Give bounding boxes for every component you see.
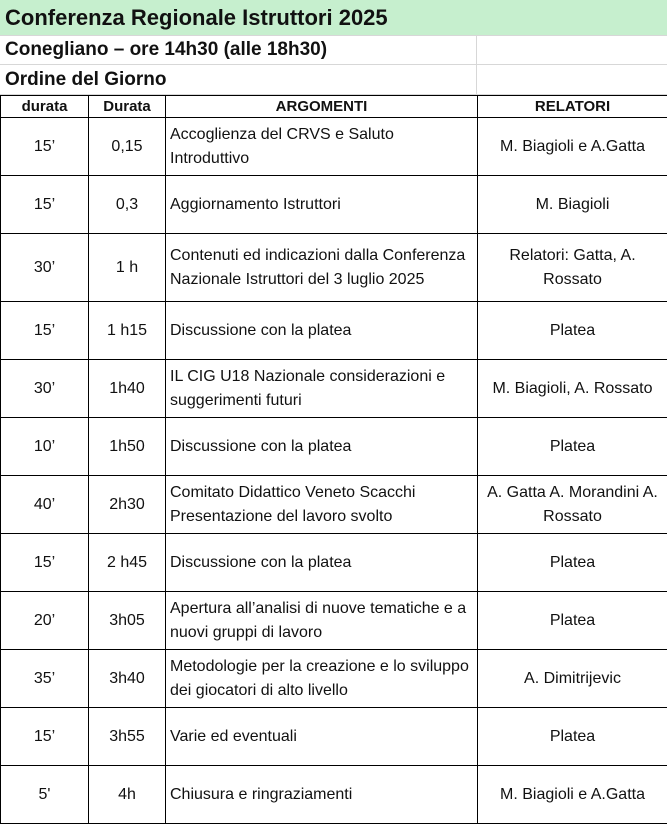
cell-durata-cumulative: 1h40	[89, 360, 166, 418]
table-row	[1, 302, 667, 360]
table-row	[1, 234, 667, 302]
cell-durata: 35’	[1, 650, 89, 708]
cell-durata: 15’	[1, 534, 89, 592]
cell-durata: 40’	[1, 476, 89, 534]
document-title: Conferenza Regionale Istruttori 2025	[0, 0, 667, 36]
table-row	[1, 418, 667, 476]
cell-durata-cumulative: 1 h15	[89, 302, 166, 360]
header-relatori: RELATORI	[478, 96, 667, 118]
cell-relatori: Platea	[478, 302, 667, 360]
cell-argomento: Metodologie per la creazione e lo sviluppo dei giocatori di alto livello	[166, 650, 478, 708]
header-durata: durata	[1, 96, 89, 118]
location-time: Conegliano – ore 14h30 (alle 18h30)	[0, 36, 477, 64]
cell-argomento: Contenuti ed indicazioni dalla Conferenza Nazionale Istruttori del 3 luglio 2025	[166, 234, 478, 302]
cell-durata: 20’	[1, 592, 89, 650]
cell-durata-cumulative: 3h55	[89, 708, 166, 766]
cell-durata: 10’	[1, 418, 89, 476]
agenda-heading-row	[0, 65, 667, 95]
table-row	[1, 766, 667, 824]
cell-relatori: M. Biagioli, A. Rossato	[478, 360, 667, 418]
agenda-table	[0, 95, 667, 824]
cell-relatori: M. Biagioli e A.Gatta	[478, 118, 667, 176]
cell-durata-cumulative: 1h50	[89, 418, 166, 476]
cell-argomento: Discussione con la platea	[166, 302, 478, 360]
table-row	[1, 176, 667, 234]
cell-durata-cumulative: 4h	[89, 766, 166, 824]
table-row	[1, 118, 667, 176]
location-time-row	[0, 36, 667, 65]
cell-durata: 15’	[1, 302, 89, 360]
empty-cell	[477, 36, 667, 64]
cell-argomento: Discussione con la platea	[166, 534, 478, 592]
cell-relatori: M. Biagioli e A.Gatta	[478, 766, 667, 824]
agenda-body	[1, 118, 667, 824]
cell-argomento: Apertura all’analisi di nuove tematiche e a nuovi gruppi di lavoro	[166, 592, 478, 650]
cell-durata: 15’	[1, 118, 89, 176]
table-row	[1, 708, 667, 766]
table-row	[1, 650, 667, 708]
cell-relatori: A. Dimitrijevic	[478, 650, 667, 708]
cell-durata-cumulative: 3h05	[89, 592, 166, 650]
cell-argomento: Comitato Didattico Veneto Scacchi Presentazione del lavoro svolto	[166, 476, 478, 534]
cell-argomento: Accoglienza del CRVS e Saluto Introduttivo	[166, 118, 478, 176]
cell-argomento: Chiusura e ringraziamenti	[166, 766, 478, 824]
header-durata-cumulative: Durata	[89, 96, 166, 118]
cell-durata-cumulative: 0,3	[89, 176, 166, 234]
table-row	[1, 534, 667, 592]
header-argomenti: ARGOMENTI	[166, 96, 478, 118]
cell-relatori: Platea	[478, 534, 667, 592]
cell-durata-cumulative: 0,15	[89, 118, 166, 176]
table-row	[1, 360, 667, 418]
agenda-heading: Ordine del Giorno	[0, 65, 477, 94]
cell-durata-cumulative: 2 h45	[89, 534, 166, 592]
cell-relatori: M. Biagioli	[478, 176, 667, 234]
cell-durata-cumulative: 3h40	[89, 650, 166, 708]
cell-argomento: Discussione con la platea	[166, 418, 478, 476]
cell-durata-cumulative: 1 h	[89, 234, 166, 302]
cell-relatori: A. Gatta A. Morandini A. Rossato	[478, 476, 667, 534]
cell-durata: 30’	[1, 360, 89, 418]
table-header-row	[1, 96, 667, 118]
cell-relatori: Platea	[478, 418, 667, 476]
cell-durata: 15’	[1, 176, 89, 234]
cell-durata: 30’	[1, 234, 89, 302]
cell-argomento: Aggiornamento Istruttori	[166, 176, 478, 234]
cell-durata: 5'	[1, 766, 89, 824]
cell-argomento: Varie ed eventuali	[166, 708, 478, 766]
cell-durata: 15’	[1, 708, 89, 766]
cell-relatori: Relatori: Gatta, A. Rossato	[478, 234, 667, 302]
cell-relatori: Platea	[478, 708, 667, 766]
cell-relatori: Platea	[478, 592, 667, 650]
cell-argomento: IL CIG U18 Nazionale considerazioni e suggerimenti futuri	[166, 360, 478, 418]
table-row	[1, 476, 667, 534]
table-row	[1, 592, 667, 650]
cell-durata-cumulative: 2h30	[89, 476, 166, 534]
empty-cell	[477, 65, 667, 94]
